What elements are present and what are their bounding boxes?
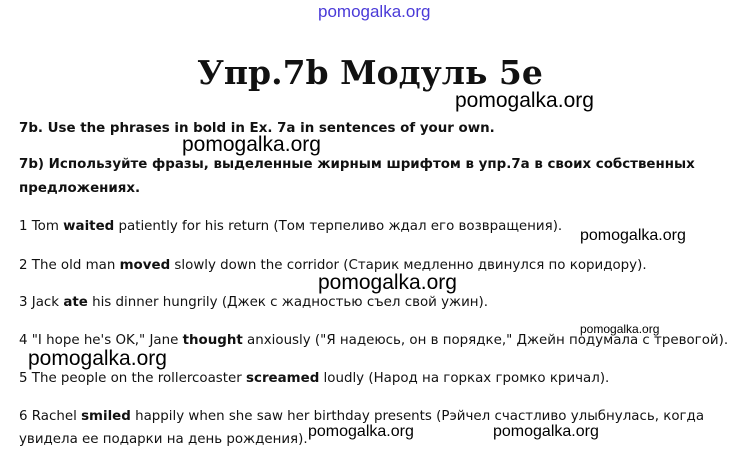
bold-phrase: screamed [246, 371, 320, 386]
instruction-en: 7b. Use the phrases in bold in Ex. 7a in sentences of your own. [19, 121, 495, 136]
instruction-ru-continued: предложениях. [19, 181, 141, 196]
bold-phrase: waited [63, 219, 115, 234]
sentence-5: 5 The people on the rollercoaster screamed loudly (Народ на горках громко кричал). [19, 371, 610, 386]
watermark: pomogalka.org [28, 347, 167, 370]
page-title: Упр.7b Модуль 5e [197, 53, 543, 92]
watermark: pomogalka.org [318, 271, 457, 294]
bold-phrase: moved [119, 258, 171, 273]
watermark: pomogalka.org [182, 133, 321, 156]
sentence-3: 3 Jack ate his dinner hungrily (Джек с жадностью съел свой ужин). [19, 295, 489, 310]
bold-phrase: thought [182, 333, 243, 348]
watermark-top: pomogalka.org [318, 2, 431, 21]
sentence-6-continued: увидела ее подарки на день рождения). [19, 432, 308, 447]
sentence-1: 1 Tom waited patiently for his return (Том терпеливо ждал его возвращения). [19, 219, 563, 234]
bold-phrase: ate [63, 295, 88, 310]
bold-phrase: smiled [81, 409, 131, 424]
instruction-ru: 7b) Используйте фразы, выделенные жирным шрифтом в упр.7а в своих собственных [19, 157, 695, 172]
sentence-2: 2 The old man moved slowly down the corridor (Старик медленно двинулся по коридору). [19, 258, 647, 273]
watermark: pomogalka.org [493, 423, 599, 440]
sentence-4: 4 "I hope he's OK," Jane thought anxiously ("Я надеюсь, он в порядке," Джейн подумала с тревогой). [19, 333, 729, 348]
sentence-6: 6 Rachel smiled happily when she saw her birthday presents (Рэйчел счастливо улыбнулась, когда [19, 409, 705, 424]
watermark: pomogalka.org [580, 227, 686, 244]
watermark: pomogalka.org [580, 322, 660, 336]
watermark: pomogalka.org [308, 423, 414, 440]
watermark: pomogalka.org [455, 89, 594, 112]
